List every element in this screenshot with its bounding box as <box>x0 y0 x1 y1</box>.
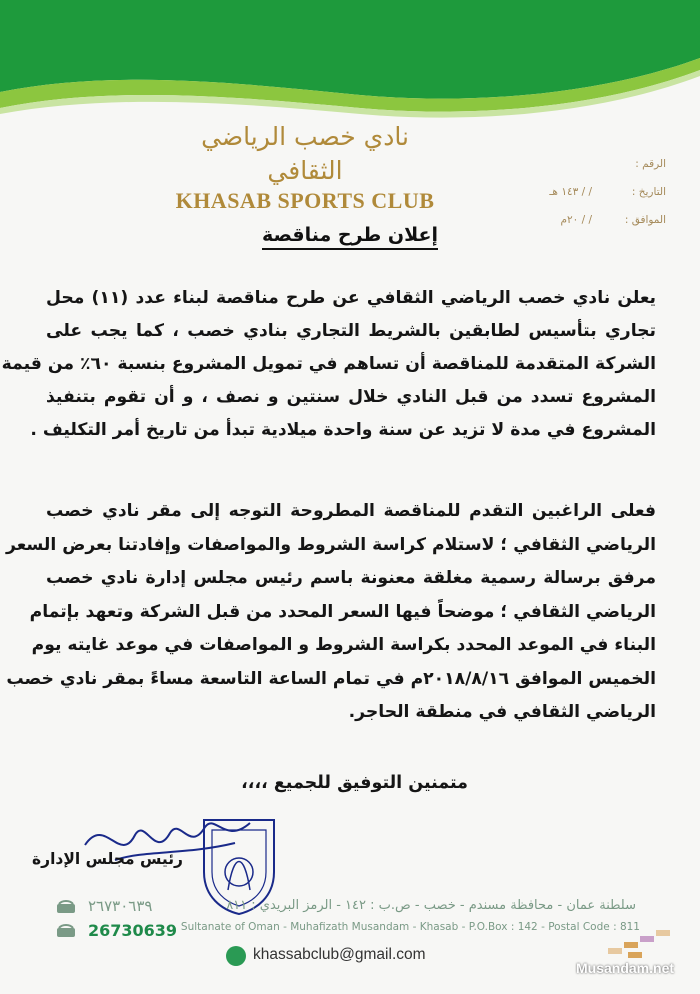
phone-number: 26730639 <box>88 921 178 940</box>
email-icon <box>226 946 246 966</box>
footer-address-english: Sultanate of Oman - Muhafizath Musandam - Khasab - P.O.Box : 142 - Postal Code : 811 <box>180 921 640 933</box>
paragraph-line: الرياضي الثقافي ؛ لاستلام كراسة الشروط والمواصفات وإفادتنا بعرض السعر <box>6 534 656 555</box>
phone-number-arabic: ٢٦٧٣٠٦٣٩ <box>88 897 153 915</box>
paragraph-line: البناء في الموعد المحدد بكراسة الشروط و المواصفات في موعد غايته يوم <box>31 635 656 655</box>
hijri-date-label: التاريخ : <box>631 186 666 198</box>
paragraph-line: الشركة المتقدمة للمناقصة أن تساهم في تمويل المشروع بنسبة ٦٠٪ من قيمة <box>1 354 656 374</box>
logo-arabic-text: نادي خصب الرياضي الثقافي <box>201 122 409 185</box>
paragraph-line: المشروع تسدد من قبل النادي خلال سنتين و نصف ، و أن تقوم بتنفيذ <box>46 387 656 407</box>
signer-title <box>32 850 183 868</box>
document-title-text: إعلان طرح مناقصة <box>262 224 438 250</box>
hijri-date-row <box>526 178 666 206</box>
closing-text: متمنين التوفيق للجميع ،،،، <box>241 773 468 793</box>
watermark-text: Musandam.net <box>576 960 675 976</box>
header-wave <box>0 0 700 130</box>
logo-english-text: KHASAB SPORTS CLUB <box>175 188 435 213</box>
email-address[interactable]: khassabclub@gmail.com <box>253 946 426 963</box>
paragraph-tender-details <box>1 282 656 447</box>
hijri-date-value: / / ١٤٣ هـ <box>549 186 592 198</box>
footer-address-arabic: سلطنة عمان - محافظة مسندم - خصب - ص.ب : ١٤٢ - الرمز البريدي : ٨١١ <box>226 898 636 913</box>
paragraph-line: الرياضي الثقافي في منطقة الحاجر. <box>348 702 656 722</box>
paragraph-line: يعلن نادي خصب الرياضي الثقافي عن طرح مناقصة لبناء عدد (١١) محل <box>46 288 656 308</box>
paragraph-submission-instructions <box>6 495 656 730</box>
reference-number-label: الرقم : <box>635 158 666 170</box>
paragraph-line: الخميس الموافق ٢٠١٨/٨/١٦م في تمام الساعة التاسعة مساءً بمقر نادي خصب <box>6 668 656 689</box>
paragraph-line: فعلى الراغبين التقدم للمناقصة المطروحة التوجه إلى مقر نادي خصب <box>46 501 656 521</box>
gregorian-date-label: الموافق : <box>624 214 666 226</box>
watermark-graphic <box>598 920 688 964</box>
reference-block <box>526 150 666 234</box>
document-title <box>0 224 700 246</box>
club-logo <box>170 120 440 214</box>
reference-number-row <box>526 150 666 178</box>
paragraph-line: تجاري بتأسيس لطابقين بالشريط التجاري بنادي خصب ، كما يجب على <box>46 321 656 341</box>
paragraph-line: الرياضي الثقافي ؛ موضحاً فيها السعر المحدد من قبل الشركة وتعهد بإتمام <box>29 601 656 622</box>
phone-icon <box>56 924 76 938</box>
signer-title-text: رئيس مجلس الإدارة <box>32 850 183 868</box>
phone-icon <box>56 900 76 914</box>
paragraph-line: المشروع في مدة لا تزيد عن سنة واحدة ميلادية تبدأ من تاريخ أمر التكليف . <box>30 420 656 440</box>
gregorian-date-value: / / ٢٠م <box>560 214 592 226</box>
paragraph-line: مرفق برسالة رسمية مغلقة معنونة باسم رئيس مجلس إدارة نادي خصب <box>46 568 656 588</box>
